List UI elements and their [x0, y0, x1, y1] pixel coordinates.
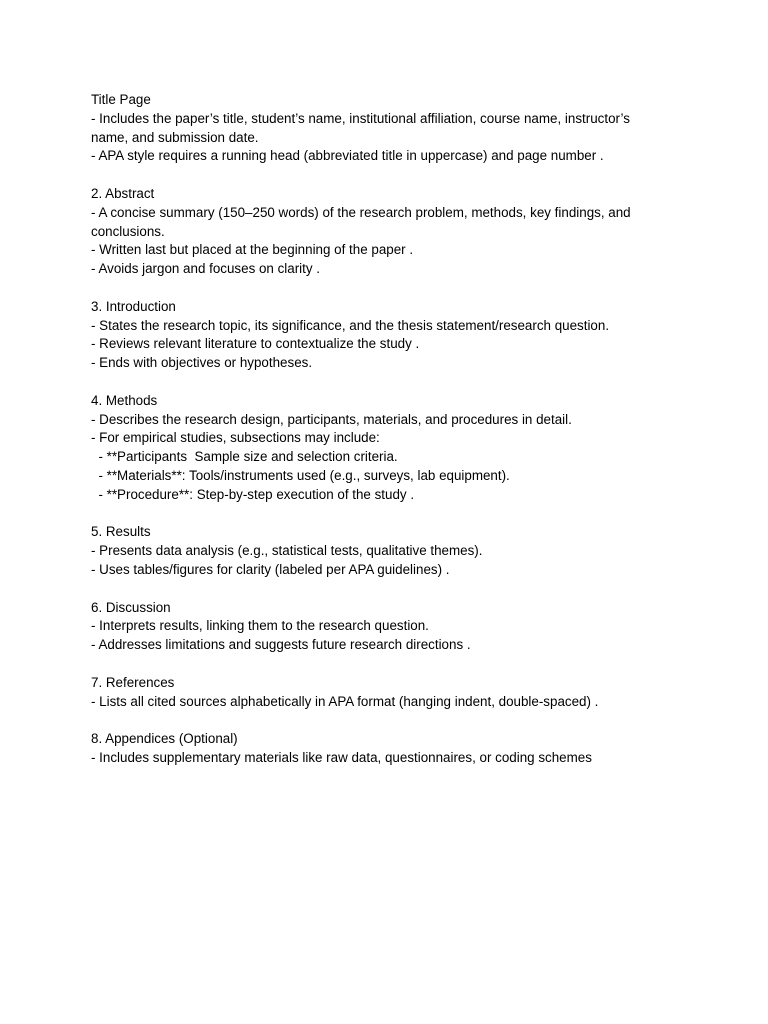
- sub-bullet-line: - **Participants Sample size and selection criteria.: [91, 449, 398, 465]
- bullet-line: - Presents data analysis (e.g., statistical tests, qualitative themes).: [91, 543, 483, 559]
- section-heading: 7. References: [91, 674, 175, 690]
- section-references: [91, 674, 661, 712]
- section-appendices: [91, 730, 661, 768]
- bullet-line: - States the research topic, its significance, and the thesis statement/research question.: [91, 317, 610, 333]
- document-body: [91, 91, 661, 786]
- section-methods: [91, 392, 661, 505]
- bullet-line: - Reviews relevant literature to contextualize the study .: [91, 336, 420, 352]
- bullet-line: - Uses tables/figures for clarity (labeled per APA guidelines) .: [91, 561, 450, 577]
- section-heading: 5. Results: [91, 524, 151, 540]
- bullet-line: - Ends with objectives or hypotheses.: [91, 355, 313, 371]
- bullet-line: - Written last but placed at the beginning of the paper .: [91, 242, 414, 258]
- section-introduction: [91, 298, 661, 373]
- bullet-line: - A concise summary (150–250 words) of the research problem, methods, key findings, and conclusions.: [91, 204, 635, 239]
- section-heading: 8. Appendices (Optional): [91, 731, 238, 747]
- section-abstract: [91, 185, 661, 279]
- sub-bullet-line: - **Materials**: Tools/instruments used (e.g., surveys, lab equipment).: [91, 467, 510, 483]
- section-results: [91, 523, 661, 579]
- bullet-line: - APA style requires a running head (abbreviated title in uppercase) and page number .: [91, 148, 604, 164]
- section-heading: 2. Abstract: [91, 185, 155, 201]
- bullet-line: - For empirical studies, subsections may include:: [91, 430, 380, 446]
- bullet-line: - Describes the research design, participants, materials, and procedures in detail.: [91, 411, 572, 427]
- bullet-line: - Interprets results, linking them to the research question.: [91, 618, 429, 634]
- section-heading: 3. Introduction: [91, 298, 176, 314]
- section-discussion: [91, 599, 661, 655]
- section-title-page: [91, 91, 661, 166]
- section-heading: 6. Discussion: [91, 599, 171, 615]
- section-heading: 4. Methods: [91, 392, 158, 408]
- bullet-line: - Includes the paper’s title, student’s name, institutional affiliation, course name, instructor’s name, and submission date.: [91, 110, 634, 145]
- section-heading: Title Page: [91, 92, 151, 107]
- bullet-line: - Includes supplementary materials like raw data, questionnaires, or coding schemes: [91, 749, 592, 765]
- bullet-line: - Addresses limitations and suggests future research directions .: [91, 637, 471, 653]
- bullet-line: - Avoids jargon and focuses on clarity .: [91, 261, 321, 277]
- sub-bullet-line: - **Procedure**: Step-by-step execution of the study .: [91, 486, 415, 502]
- bullet-line: - Lists all cited sources alphabetically in APA format (hanging indent, double-spaced) .: [91, 693, 599, 709]
